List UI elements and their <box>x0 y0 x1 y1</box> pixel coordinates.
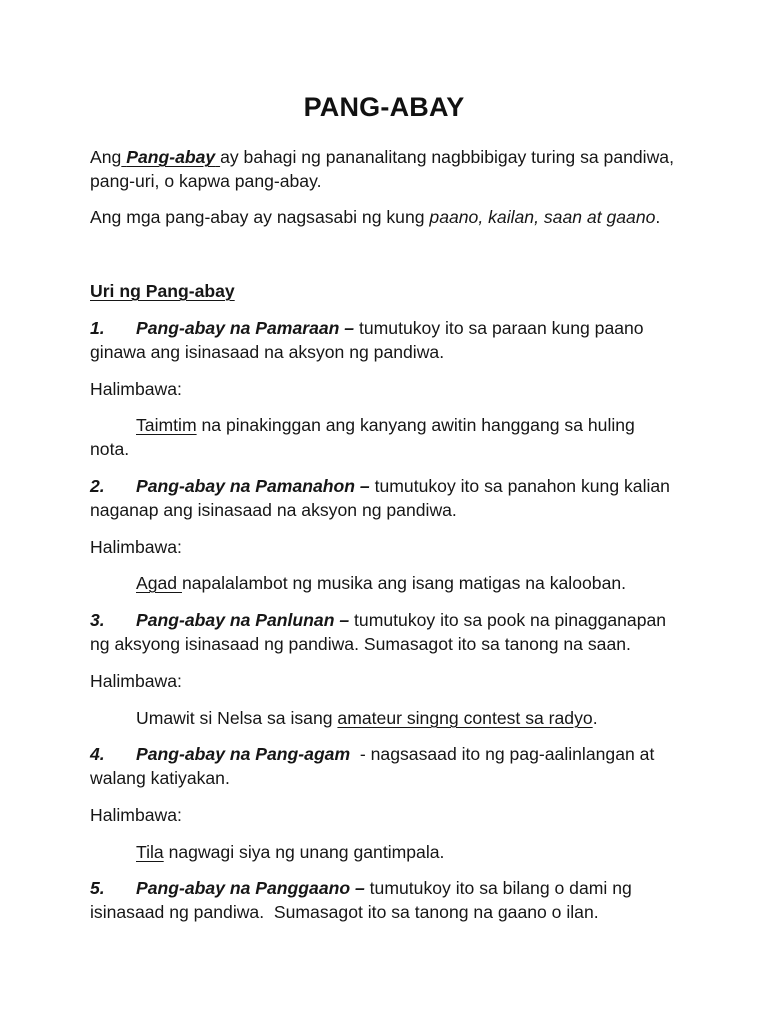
type-1-example-label: Halimbawa: <box>90 379 182 399</box>
type-1-desc: tumutukoy ito sa paraan kung paano <box>354 318 644 338</box>
intro-line-1 <box>90 146 674 168</box>
type-4-example-label: Halimbawa: <box>90 805 182 825</box>
type-2-line-2: naganap ang isinasaad na aksyon ng pandiwa. <box>90 500 457 520</box>
type-4-number: 4. <box>90 744 105 764</box>
intro-term: Pang-abay <box>126 147 216 167</box>
type-4-name: Pang-abay na Pang-agam <box>136 744 351 764</box>
type-5-number: 5. <box>90 878 105 898</box>
type-3-number: 3. <box>90 610 105 630</box>
intro2-italic: paano, kailan, saan at gaano <box>429 207 656 227</box>
type-5-name: Pang-abay na Panggaano – <box>136 878 365 898</box>
intro2-line <box>90 206 660 228</box>
type-5-desc: tumutukoy ito sa bilang o dami ng <box>364 878 632 898</box>
type-3-line-2: ng aksyong isinasaad ng pandiwa. Sumasagot ito sa tanong na saan. <box>90 634 631 654</box>
type-3-name: Pang-abay na Panlunan – <box>136 610 350 630</box>
type-5-line-1 <box>90 877 632 899</box>
type-2-example-label: Halimbawa: <box>90 537 182 557</box>
type-3-line-1 <box>90 609 666 631</box>
type-1-number: 1. <box>90 318 105 338</box>
type-2-line-1 <box>90 475 670 497</box>
type-3-example-pre: Umawit si Nelsa sa isang <box>136 708 338 728</box>
section-heading: Uri ng Pang-abay <box>90 281 235 301</box>
type-1-line-2: ginawa ang isinasaad na aksyon ng pandiwa. <box>90 342 445 362</box>
intro-prefix: Ang <box>90 147 122 167</box>
intro-term-underline <box>121 147 220 167</box>
type-4-example-adverb: Tila <box>136 842 164 862</box>
type-4-line-2: walang katiyakan. <box>90 768 230 788</box>
type-2-example-rest: napalalambot ng musika ang isang matigas na kalooban. <box>181 573 627 593</box>
type-1-name: Pang-abay na Pamaraan – <box>136 318 355 338</box>
type-1-example <box>136 414 635 436</box>
type-4-desc: - nagsasaad ito ng pag-aalinlangan at <box>350 744 655 764</box>
type-1-line-1 <box>90 317 644 339</box>
type-3-example-end: . <box>592 708 598 728</box>
type-2-desc: tumutukoy ito sa panahon kung kalian <box>369 476 670 496</box>
intro2-text: Ang mga pang-abay ay nagsasabi ng kung <box>90 207 430 227</box>
type-1-example-rest: na pinakinggan ang kanyang awitin hanggang sa huling <box>196 415 635 435</box>
intro-rest: ay bahagi ng pananalitang nagbbibigay turing sa pandiwa, <box>220 147 674 167</box>
type-1-example-adverb: Taimtim <box>136 415 197 435</box>
type-5-line-2: isinasaad ng pandiwa. Sumasagot ito sa tanong na gaano o ilan. <box>90 902 599 922</box>
type-1-example-line-2: nota. <box>90 439 130 459</box>
intro2-end: . <box>655 207 661 227</box>
page-title: PANG-ABAY <box>303 92 465 122</box>
type-4-line-1 <box>90 743 654 765</box>
type-3-example-adverb: amateur singng contest sa radyo <box>337 708 593 728</box>
type-3-example <box>136 707 598 729</box>
type-4-example <box>136 841 444 863</box>
type-2-number: 2. <box>90 476 105 496</box>
type-3-desc: tumutukoy ito sa pook na pinagganapan <box>349 610 667 630</box>
type-2-example <box>136 572 626 594</box>
intro-line-2: pang-uri, o kapwa pang-abay. <box>90 171 322 191</box>
type-2-example-adverb: Agad <box>136 573 182 593</box>
type-3-example-label: Halimbawa: <box>90 671 182 691</box>
type-2-name: Pang-abay na Pamanahon – <box>136 476 370 496</box>
type-4-example-rest: nagwagi siya ng unang gantimpala. <box>163 842 445 862</box>
